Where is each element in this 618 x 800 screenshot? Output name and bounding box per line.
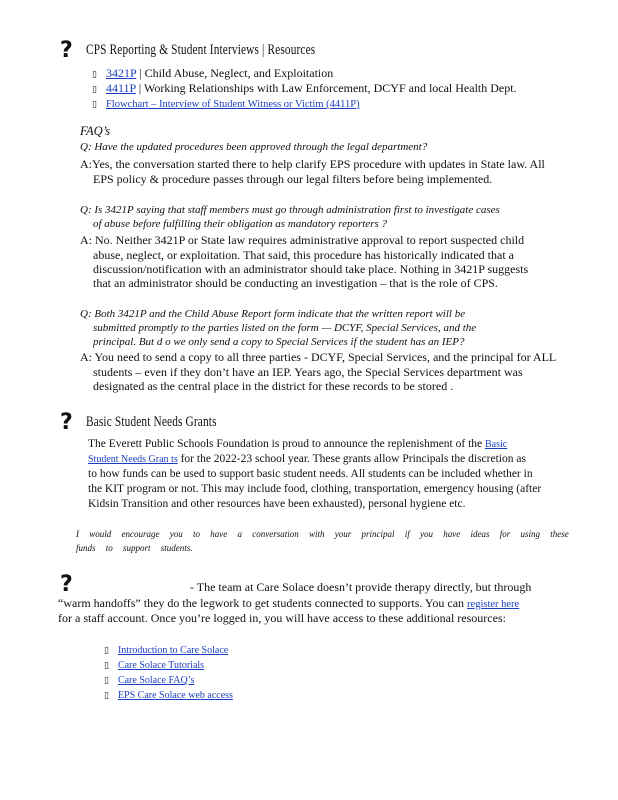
- care-link-web-access[interactable]: EPS Care Solace web access: [117, 690, 233, 701]
- faq-question: of abuse before fulfilling their obligation as mandatory reporters ?: [93, 218, 388, 230]
- section-heading-grants: Basic Student Needs Grants: [86, 414, 217, 430]
- question-mark-icon: ?: [60, 38, 73, 63]
- bullet-icon: ▯: [104, 661, 109, 671]
- paragraph-line: The Everett Public Schools Foundation is proud to announce the replenishment of the Basic: [88, 438, 508, 450]
- faq-answer: A: No. Neither 3421P or State law requires administrative approval to report suspected child: [80, 233, 525, 247]
- grants-link[interactable]: Student Needs Gran ts: [88, 454, 178, 465]
- bullet-icon: ▯: [104, 646, 109, 656]
- flowchart-link[interactable]: Flowchart – Interview of Student Witness or Victim (4411P): [105, 99, 360, 110]
- care-link-faqs[interactable]: Care Solace FAQ’s: [117, 675, 195, 686]
- faq-answer: students – even if they don’t have an IEP. Years ago, the Special Services department was: [93, 365, 523, 379]
- paragraph-line: Kidsin Transition and other resources have been exhausted), personal hygiene etc.: [88, 498, 466, 510]
- section-heading-cps: CPS Reporting & Student Interviews | Resources: [86, 42, 316, 58]
- faq-question: Q: Have the updated procedures been approved through the legal department?: [80, 141, 428, 153]
- faq-question: submitted promptly to the parties listed on the form — DCYF, Special Services, and the: [93, 322, 477, 334]
- faq-answer: EPS policy & procedure passes through our legal filters before being implemented.: [93, 172, 493, 186]
- care-link-tutorials[interactable]: Care Solace Tutorials: [117, 660, 205, 671]
- grants-link[interactable]: Basic: [485, 439, 508, 450]
- paragraph-line: for a staff account. Once you’re logged in, you will have access to these additional resources:: [58, 611, 506, 625]
- faq-answer: A:Yes, the conversation started there to help clarify EPS procedure with updates in State law. All: [80, 157, 545, 171]
- paragraph-line: to how funds can be used to support basic student needs. All students can be included whether in: [88, 468, 533, 480]
- list-item: [104, 687, 233, 705]
- bullet-icon: ▯: [92, 100, 97, 110]
- paragraph-line: “warm handoffs” they do the legwork to get students connected to supports. You can register here: [58, 596, 520, 610]
- policy-link-4411p[interactable]: 4411P: [105, 81, 136, 95]
- list-item: [92, 96, 360, 114]
- faq-question: Q: Is 3421P saying that staff members must go through administration first to investigate cases: [80, 204, 500, 216]
- faq-answer: that an administrator should be conducting an investigation – that is the role of CPS.: [93, 276, 498, 290]
- register-link[interactable]: register here: [467, 599, 520, 610]
- faq-answer: abuse, neglect, or exploitation. That said, this procedure has historically indicated that a: [93, 248, 514, 262]
- care-link-introduction[interactable]: Introduction to Care Solace: [117, 645, 229, 656]
- faq-title: FAQ’s: [80, 124, 111, 138]
- bullet-icon: ▯: [92, 85, 97, 95]
- bullet-icon: ▯: [92, 70, 97, 80]
- paragraph-line: the KIT program or not. This may include food, clothing, transportation, emergency housing (after: [88, 483, 542, 495]
- faq-question: principal. But d o we only send a copy to Special Services if the student has an IEP?: [93, 336, 465, 348]
- note-line: funds to support students.: [76, 543, 193, 553]
- bullet-icon: ▯: [104, 676, 109, 686]
- list-item: ▯ 3421P | Child Abuse, Neglect, and Exploitation: [92, 66, 334, 80]
- faq-answer: designated as the central place in the district for these records to be stored .: [93, 379, 454, 393]
- question-mark-icon: ?: [60, 410, 73, 435]
- paragraph-line: - The team at Care Solace doesn’t provide therapy directly, but through: [190, 580, 532, 594]
- faq-answer: discussion/notification with an administrator should take place. Nothing in 3421P suggests: [93, 262, 529, 276]
- question-mark-icon: ?: [60, 572, 73, 597]
- bullet-icon: ▯: [104, 691, 109, 701]
- paragraph-line: Student Needs Gran ts for the 2022-23 school year. These grants allow Principals the discretion as: [88, 453, 526, 465]
- faq-question: Q: Both 3421P and the Child Abuse Report form indicate that the written report will be: [80, 308, 466, 320]
- policy-link-3421p[interactable]: 3421P: [105, 66, 137, 80]
- list-item: ▯ 4411P | Working Relationships with Law Enforcement, DCYF and local Health Dept.: [92, 81, 517, 95]
- faq-answer: A: You need to send a copy to all three parties - DCYF, Special Services, and the principal for ALL: [80, 350, 557, 364]
- note-line: I would encourage you to have a conversation with your principal if you have ideas for using these: [76, 529, 569, 539]
